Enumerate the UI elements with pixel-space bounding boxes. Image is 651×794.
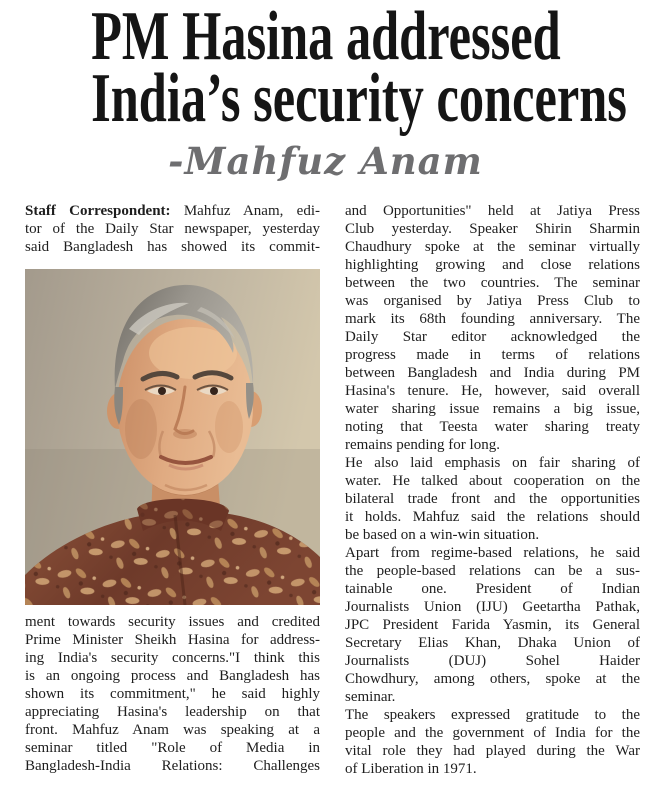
text-line: seminar titled "Role of Media in [25, 740, 320, 756]
text-line: and Opportunities" held at Jatiya Press [345, 203, 640, 219]
text-line: between the two countries. The seminar [345, 275, 640, 291]
text-line: appreciating Hasina's leadership on that [25, 704, 320, 720]
text-line [25, 202, 320, 220]
text-line: tainable one. President of Indian [345, 581, 640, 597]
text-line: bilateral trade front and the opportunities [345, 491, 640, 507]
right-column-text [345, 202, 640, 778]
article-header [0, 0, 651, 184]
article-photo [25, 269, 320, 605]
text-line: Prime Minister Sheikh Hasina for address- [25, 632, 320, 648]
left-column-text [25, 613, 320, 775]
text-line: Apart from regime-based relations, he said [345, 545, 640, 561]
text-line: water sharing issue remains a big issue, [345, 401, 640, 417]
text-line: people and the government of India for the [345, 725, 640, 741]
text-line: remains pending for long. [345, 437, 500, 453]
text-line: Chowdhury, among others, spoke at the [345, 671, 640, 687]
text-line: shown its commitment," he said highly [25, 686, 320, 702]
text-line: be based on a win-win situation. [345, 527, 540, 543]
text-line: it holds. Mahfuz said the relations should [345, 509, 640, 525]
text-line: mark its 68th founding anniversary. The [345, 311, 640, 327]
text-line: tor of the Daily Star newspaper, yesterday [25, 221, 320, 237]
text-line: front. Mahfuz Anam was speaking at a [25, 722, 320, 738]
text-line: progress made in terms of relations [345, 347, 640, 363]
column-left [25, 202, 320, 778]
article-body [0, 202, 651, 778]
text-line: Club yesterday. Speaker Shirin Sharmin [345, 221, 640, 237]
text-line: Journalists (DUJ) Sohel Haider [345, 653, 640, 669]
intro-paragraph [25, 202, 320, 256]
text-line: the people-based relations can be a sus- [345, 563, 640, 579]
text-line: The speakers expressed gratitude to the [345, 707, 640, 723]
text-line: of Liberation in 1971. [345, 761, 477, 777]
text-line: between Bangladesh and India during PM [345, 365, 640, 381]
portrait-photo-illustration [25, 269, 320, 605]
text-line: said Bangladesh has showed its commit- [25, 239, 320, 255]
text-line: water. He talked about cooperation on the [345, 473, 640, 489]
headline-line-1: PM Hasina addressed [91, 0, 561, 75]
text-line: Secretary Elias Khan, Dhaka Union of [345, 635, 640, 651]
text-line: Bangladesh-India Relations: Challenges [25, 758, 320, 774]
text-line: JPC President Farida Yasmin, its General [345, 617, 640, 633]
intro-line-rest: Mahfuz Anam, edi- [170, 203, 320, 219]
text-line: Daily Star editor acknowledged the [345, 329, 640, 345]
intro-lines [25, 220, 320, 256]
column-right [345, 202, 640, 778]
text-line: highlighting growing and close relations [345, 257, 640, 273]
text-line: seminar. [345, 689, 396, 705]
text-line: Journalists Union (IJU) Geetartha Pathak, [345, 599, 640, 615]
headline-line-2: India’s security concerns [91, 60, 627, 137]
text-line: was organised by Jatiya Press Club to [345, 293, 640, 309]
text-line: is an ongoing process and Bangladesh has [25, 668, 320, 684]
text-line: noting that Teesta water sharing treaty [345, 419, 640, 435]
text-line: ing India's security concerns."I think this [25, 650, 320, 666]
byline: -Mahfuz Anam [168, 139, 483, 183]
text-line: vital role they had played during the War [345, 743, 640, 759]
intro-label: Staff Correspondent: [25, 203, 171, 219]
text-line: ment towards security issues and credited [25, 614, 320, 630]
text-line: He also laid emphasis on fair sharing of [345, 455, 640, 471]
text-line: Hasina's tenure. He, however, said overall [345, 383, 640, 399]
text-line: Chaudhury spoke at the seminar virtually [345, 239, 640, 255]
